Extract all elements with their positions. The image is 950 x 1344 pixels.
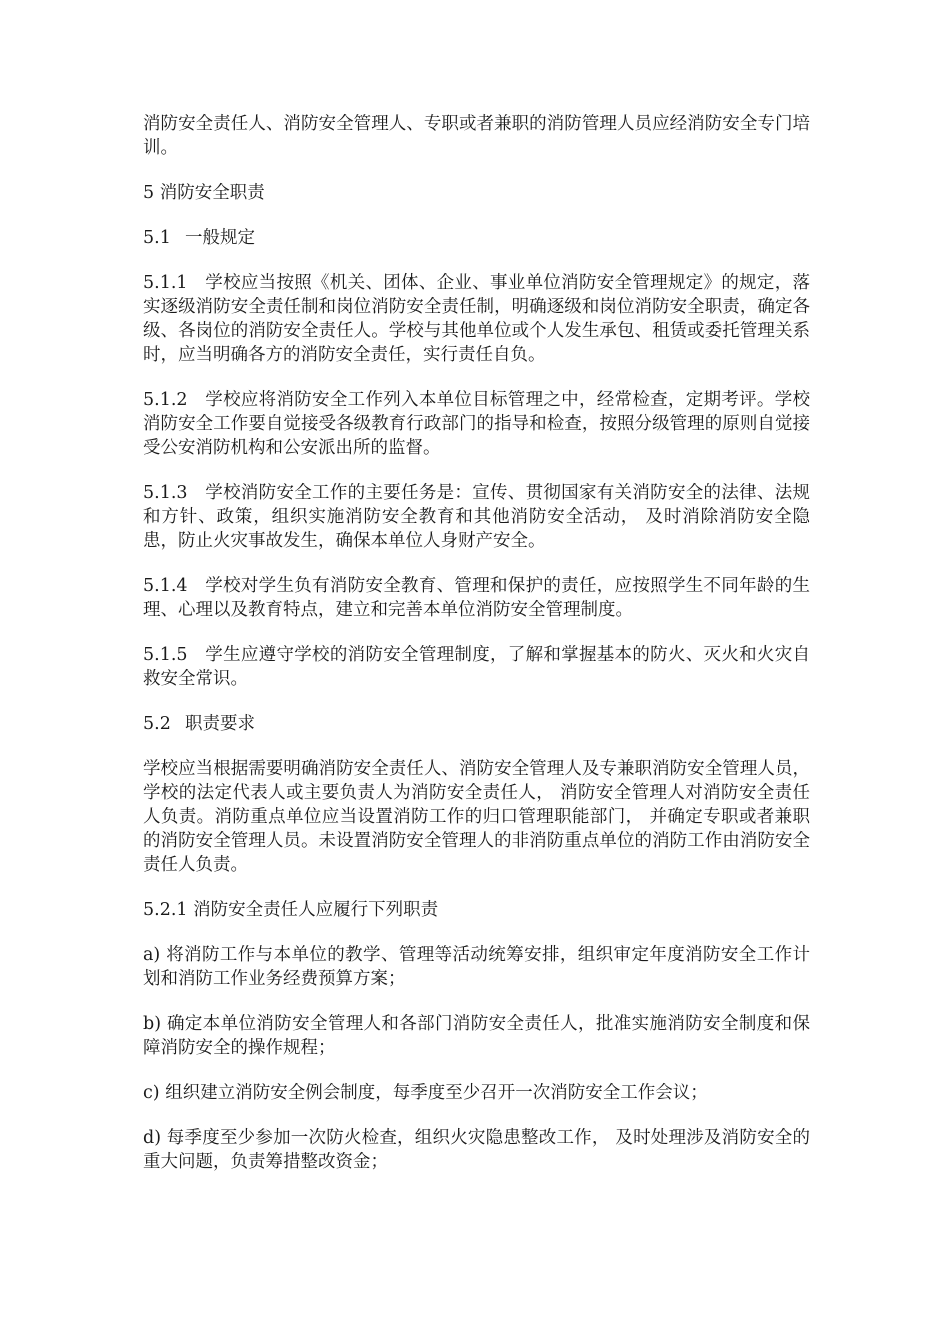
clause-5-1-2 xyxy=(143,388,810,460)
clause-number: 5.1.5 xyxy=(143,645,188,665)
list-item-text: a) 将消防工作与本单位的教学、管理等活动统筹安排，组织审定年度消防安全工作计划和消防工作业务经费预算方案； xyxy=(143,945,810,989)
clause-number: 5.1.3 xyxy=(143,483,188,503)
section-number: 5.1 xyxy=(143,228,171,248)
clause-text: 学校对学生负有消防安全教育、管理和保护的责任，应按照学生不同年龄的生理、心理以及教育特点，建立和完善本单位消防安全管理制度。 xyxy=(143,576,810,620)
clause-5-1-3 xyxy=(143,481,810,553)
heading-text: 5 消防安全职责 xyxy=(143,183,265,203)
heading-text: 一般规定 xyxy=(185,228,255,248)
paragraph-text: 学校应当根据需要明确消防安全责任人、消防安全管理人及专兼职消防安全管理人员，学校的法定代表人或主要负责人为消防安全责任人， 消防安全管理人对消防安全责任人负责。消防重点单位应当设置消防工作的归口管理职能部门， 并确定专职或者兼职的消防安全管理人员。未设置消防安全管理人的非消防重点单位的消防工作由消防安全责任人负责。 xyxy=(143,759,810,875)
list-item-text: b) 确定本单位消防安全管理人和各部门消防安全责任人，批准实施消防安全制度和保障消防安全的操作规程； xyxy=(143,1014,810,1058)
list-item-d xyxy=(143,1126,810,1174)
section-heading-5-2 xyxy=(143,712,810,736)
clause-number: 5.1.1 xyxy=(143,273,188,293)
section-number: 5.2 xyxy=(143,714,171,734)
paragraph-text: 消防安全责任人、消防安全管理人、专职或者兼职的消防管理人员应经消防安全专门培训。 xyxy=(143,114,810,158)
list-item-b xyxy=(143,1012,810,1060)
paragraph-responsibility xyxy=(143,757,810,877)
clause-text: 学校应将消防安全工作列入本单位目标管理之中，经常检查，定期考评。学校消防安全工作要自觉接受各级教育行政部门的指导和检查，按照分级管理的原则自觉接受公安消防机构和公安派出所的监督。 xyxy=(143,390,810,458)
clause-text: 5.2.1 消防安全责任人应履行下列职责 xyxy=(143,900,439,920)
clause-text: 学校消防安全工作的主要任务是：宣传、贯彻国家有关消防安全的法律、法规和方针、政策，组织实施消防安全教育和其他消防安全活动， 及时消除消防安全隐患，防止火灾事故发生，确保本单位人身财产安全。 xyxy=(143,483,810,551)
paragraph-training xyxy=(143,112,810,160)
clause-number: 5.1.4 xyxy=(143,576,188,596)
clause-5-1-1 xyxy=(143,271,810,367)
clause-5-2-1 xyxy=(143,898,810,922)
clause-5-1-4 xyxy=(143,574,810,622)
list-item-text: d) 每季度至少参加一次防火检查，组织火灾隐患整改工作， 及时处理涉及消防安全的重大问题，负责筹措整改资金； xyxy=(143,1128,810,1172)
clause-text: 学校应当按照《机关、团体、企业、事业单位消防安全管理规定》的规定，落实逐级消防安全责任制和岗位消防安全责任制，明确逐级和岗位消防安全职责，确定各级、各岗位的消防安全责任人。学校与其他单位或个人发生承包、租赁或委托管理关系时，应当明确各方的消防安全责任，实行责任自负。 xyxy=(143,273,810,365)
list-item-c xyxy=(143,1081,810,1105)
section-heading-5-1 xyxy=(143,226,810,250)
clause-text: 学生应遵守学校的消防安全管理制度，了解和掌握基本的防火、灭火和火灾自救安全常识。 xyxy=(143,645,810,689)
list-item-text: c) 组织建立消防安全例会制度，每季度至少召开一次消防安全工作会议； xyxy=(143,1083,708,1103)
list-item-a xyxy=(143,943,810,991)
clause-5-1-5 xyxy=(143,643,810,691)
section-heading-5 xyxy=(143,181,810,205)
heading-text: 职责要求 xyxy=(185,714,255,734)
clause-number: 5.1.2 xyxy=(143,390,188,410)
